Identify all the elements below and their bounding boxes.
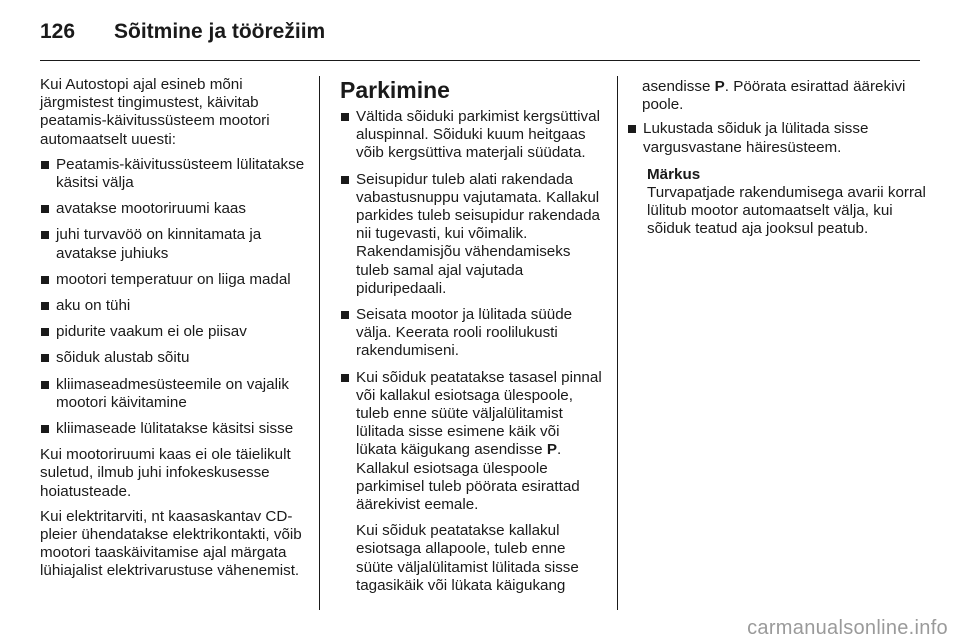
list-item: Lukustada sõiduk ja lülitada sisse vargusvastane häiresüsteem.: [627, 120, 927, 156]
page-number: 126: [40, 20, 76, 43]
column-divider: [617, 76, 618, 610]
list-item: Peatamis-käivitussüsteem lülitatakse käsitsi välja: [40, 156, 308, 192]
list-item: juhi turvavöö on kinnitamata ja avatakse juhiuks: [40, 226, 308, 262]
note-body: Turvapatjade rakendumisega avarii korral lülitub mootor automaatselt välja, kui sõiduk teatud aja jooksul peatub.: [647, 184, 926, 238]
text-run: asendisse: [642, 78, 715, 95]
text-run: Kui sõiduk peatatakse tasasel pinnal või kallakul esiotsaga ülespoole, tuleb enne süüte väljalülitamist lülitada sisse esimene käik või lükata käigukang asendisse: [356, 368, 602, 459]
list-item: Vältida sõiduki parkimist kergsüttival aluspinnal. Sõiduki kuum heitgaas võib kergsüttiva materjali süüdata.: [340, 108, 602, 163]
page-header: [40, 20, 920, 50]
column-right: [627, 78, 927, 239]
gear-position-p: P: [714, 78, 725, 95]
column-middle: [340, 78, 602, 602]
power-reduction-paragraph: Kui elektritarviti, nt kaasaskantav CD-pleier ühendatakse elektrikontakti, võib mootori taaskäivitamise ajal märgata lühiajalist elektrivarustuse vähenemist.: [40, 507, 302, 580]
text-run: . Kallakul esiotsaga ülespoole parkimisel tuleb pöörata esirattad äärekivist eemale.: [356, 441, 580, 514]
list-item: Seisata mootor ja lülitada süüde välja. Keerata rooli roolilukusti rakendumiseni.: [340, 306, 602, 361]
hood-warning-paragraph: Kui mootoriruumi kaas ei ole täielikult suletud, ilmub juhi infokeskusesse hoiatusteade.: [40, 446, 291, 500]
intro-paragraph: Kui Autostopi ajal esineb mõni järgmistest tingimustest, käivitab peatamis-käivitussüsteem mootori automaatselt uuesti:: [40, 76, 270, 148]
lock-list: [627, 120, 927, 156]
list-item: aku on tühi: [40, 297, 308, 315]
list-item: [340, 369, 602, 515]
continued-paragraph: [627, 78, 927, 114]
downhill-paragraph: Kui sõiduk peatatakse kallakul esiotsaga allapoole, tuleb enne süüte väljalülitamist lülitada sisse tagasikäik või lükata käigukang: [356, 522, 579, 594]
header-divider: [40, 60, 920, 61]
list-item: kliimaseadmesüsteemile on vajalik mootori käivitamine: [40, 376, 308, 412]
list-item: Seisupidur tuleb alati rakendada vabastusnuppu vajutamata. Kallakul parkides tuleb seisupidur rakendada nii tugevasti, kui võimalik. Rakendamisjõu vähendamiseks tuleb samal ajal vajutada piduripedaali.: [340, 171, 602, 298]
list-item: avatakse mootoriruumi kaas: [40, 200, 308, 218]
list-item: sõiduk alustab sõitu: [40, 349, 308, 367]
note-title: Märkus: [647, 165, 701, 183]
text-run: . Pöörata esirattad äärekivi poole.: [642, 78, 906, 114]
list-item: mootori temperatuur on liiga madal: [40, 271, 308, 289]
parking-list: [340, 108, 602, 514]
restart-conditions-list: [40, 156, 308, 438]
section-title-parking: Parkimine: [340, 77, 450, 103]
watermark: carmanualsonline.info: [747, 617, 948, 639]
gear-position-p: P: [546, 441, 557, 459]
column-divider: [319, 76, 320, 610]
column-left: [40, 76, 308, 588]
page-title: Sõitmine ja töörežiim: [114, 20, 326, 43]
list-item: kliimaseade lülitatakse käsitsi sisse: [40, 420, 308, 438]
list-item: pidurite vaakum ei ole piisav: [40, 323, 308, 341]
